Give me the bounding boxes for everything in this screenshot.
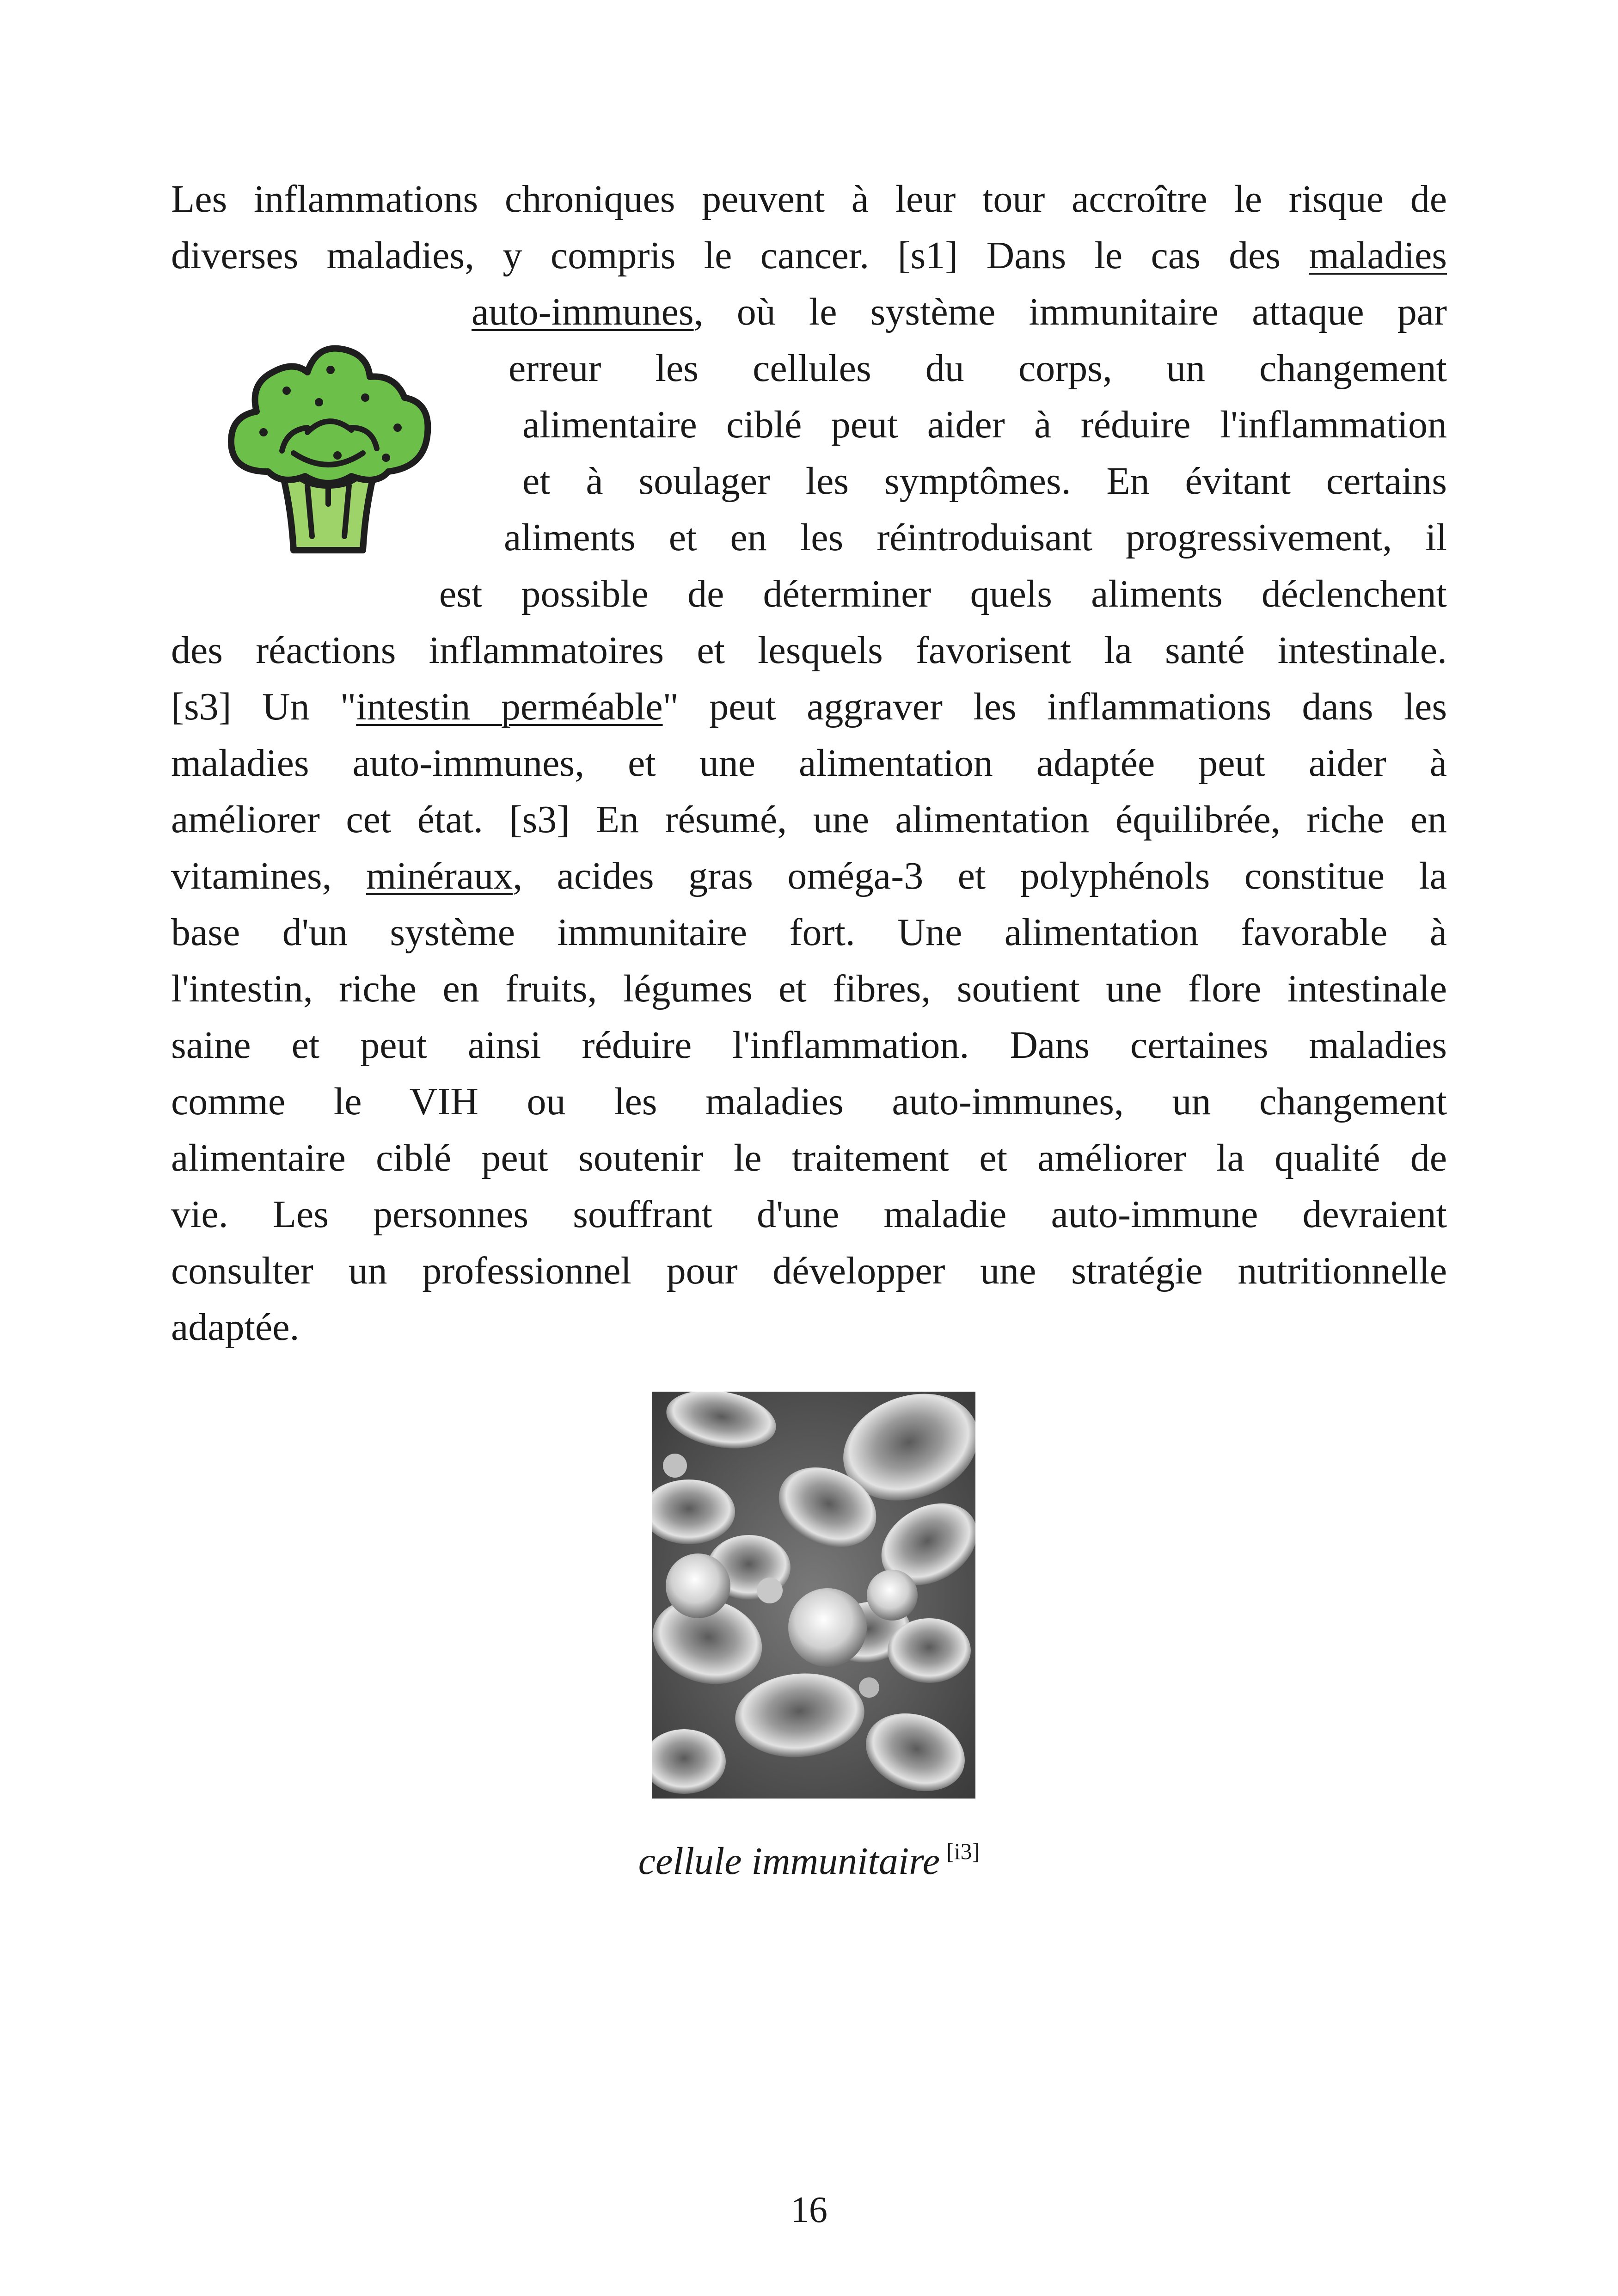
text-line-2: diverses maladies, y compris le cancer. [s1] Dans le cas des maladies <box>171 234 1447 277</box>
text-line-7: aliments et en les réintroduisant progressivement, il <box>504 516 1447 559</box>
blood-cells-photo <box>652 1392 975 1799</box>
text-line-13: vitamines, minéraux, acides gras oméga-3 et polyphénols constitue la <box>171 854 1447 897</box>
link-auto-immunes[interactable]: auto-immunes <box>472 290 694 333</box>
link-maladies[interactable]: maladies <box>1309 234 1447 277</box>
text-line-4: erreur les cellules du corps, un changement <box>509 347 1447 390</box>
text-line-9: des réactions inflammatoires et lesquels favorisent la santé intestinale. <box>171 629 1447 672</box>
text-line-3: auto-immunes, où le système immunitaire attaque par <box>472 290 1447 333</box>
text-line-10: [s3] Un "intestin perméable" peut aggraver les inflammations dans les <box>171 685 1447 728</box>
page-number: 16 <box>791 2190 827 2230</box>
link-intestin-permeable[interactable]: intestin perméable <box>356 685 663 728</box>
text-line-6: et à soulager les symptômes. En évitant certains <box>522 460 1447 503</box>
text-line-11: maladies auto-immunes, et une alimentation adaptée peut aider à <box>171 742 1447 785</box>
text-line-16: saine et peut ainsi réduire l'inflammation. Dans certaines maladies <box>171 1024 1447 1067</box>
text-line-17: comme le VIH ou les maladies auto-immunes, un changement <box>171 1080 1447 1123</box>
text-line-21: adaptée. <box>171 1306 300 1349</box>
text-line-15: l'intestin, riche en fruits, légumes et fibres, soutient une flore intestinale <box>171 967 1447 1010</box>
broccoli-icon <box>213 333 444 559</box>
text-line-1: Les inflammations chroniques peuvent à leur tour accroître le risque de <box>171 178 1447 221</box>
figure-caption: cellule immunitaire [i3] <box>638 1838 980 1883</box>
text-line-19: vie. Les personnes souffrant d'une maladie auto-immune devraient <box>171 1193 1447 1236</box>
text-line-14: base d'un système immunitaire fort. Une alimentation favorable à <box>171 911 1447 954</box>
text-line-12: améliorer cet état. [s3] En résumé, une alimentation équilibrée, riche en <box>171 798 1447 841</box>
text-line-5: alimentaire ciblé peut aider à réduire l'inflammation <box>522 403 1447 446</box>
text-line-20: consulter un professionnel pour développer une stratégie nutritionnelle <box>171 1249 1447 1292</box>
text-line-8: est possible de déterminer quels aliments déclenchent <box>439 572 1447 615</box>
link-mineraux[interactable]: minéraux <box>366 854 513 897</box>
figure-reference[interactable]: [i3] <box>946 1838 980 1864</box>
text-line-18: alimentaire ciblé peut soutenir le traitement et améliorer la qualité de <box>171 1136 1447 1179</box>
